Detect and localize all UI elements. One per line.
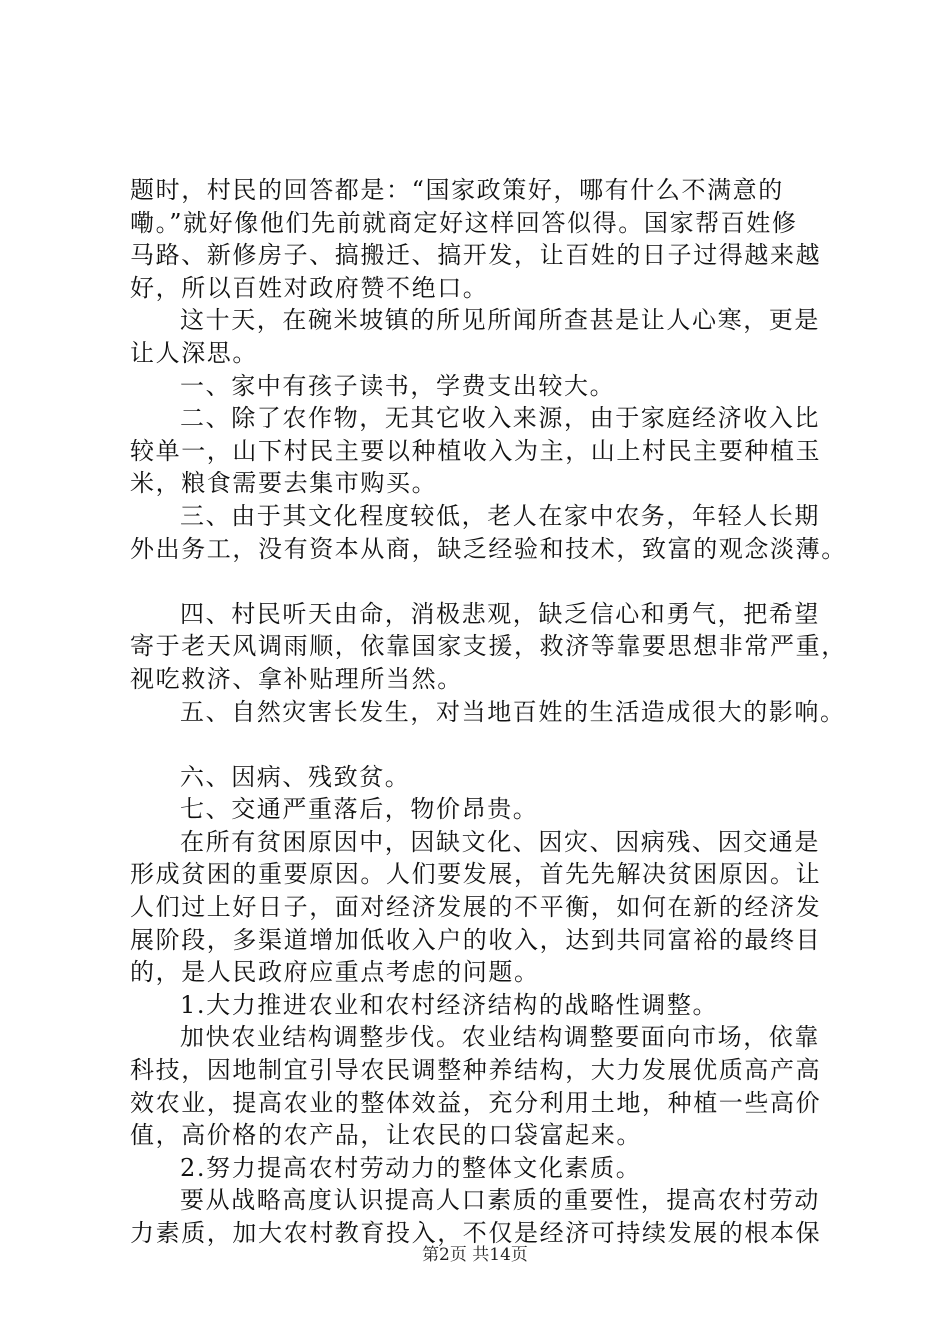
text-line: 的，是人民政府应重点考虑的问题。 <box>130 958 540 987</box>
text-line: 一、家中有孩子读书，学费支出较大。 <box>180 371 616 400</box>
text-line: 1.大力推进农业和农村经济结构的战略性调整。 <box>180 990 719 1019</box>
text-line: 外出务工，没有资本从商，缺乏经验和技术，致富的观念淡薄。 <box>130 534 847 563</box>
text-line: 视吃救济、拿补贴理所当然。 <box>130 664 463 693</box>
text-line: 嘞。”就好像他们先前就商定好这样回答似得。国家帮百姓修 <box>130 208 798 237</box>
text-line: 科技，因地制宜引导农民调整种养结构，大力发展优质高产高 <box>130 1056 822 1085</box>
text-line: 三、由于其文化程度较低，老人在家中农务，年轻人长期 <box>180 501 820 530</box>
text-line: 六、因病、残致贫。 <box>180 762 411 791</box>
text-line: 这十天，在碗米坡镇的所见所闻所查甚是让人心寒，更是 <box>180 306 820 335</box>
text-line: 七、交通严重落后，物价昂贵。 <box>180 795 539 824</box>
text-line: 形成贫困的重要原因。人们要发展，首先先解决贫困原因。让 <box>130 860 822 889</box>
text-line: 加快农业结构调整步伐。农业结构调整要面向市场，依靠 <box>180 1023 820 1052</box>
text-line: 要从战略高度认识提高人口素质的重要性，提高农村劳动 <box>180 1186 820 1215</box>
text-line: 五、自然灾害长发生，对当地百姓的生活造成很大的影响。 <box>180 697 846 726</box>
text-line: 马路、新修房子、搞搬迁、搞开发，让百姓的日子过得越来越 <box>130 241 822 270</box>
text-line: 寄于老天风调雨顺，依靠国家支援，救济等靠要思想非常严重， <box>130 632 847 661</box>
blank-line <box>130 728 842 761</box>
text-line: 效农业，提高农业的整体效益，充分利用土地，种植一些高价 <box>130 1088 822 1117</box>
text-line: 四、村民听天由命，消极悲观，缺乏信心和勇气，把希望 <box>180 599 820 628</box>
text-line: 二、除了农作物，无其它收入来源，由于家庭经济收入比 <box>180 404 820 433</box>
page-footer: 第2页 共14页 <box>422 1245 528 1265</box>
text-line: 人们过上好日子，面对经济发展的不平衡，如何在新的经济发 <box>130 893 822 922</box>
text-line: 让人深思。 <box>130 338 258 367</box>
text-line: 力素质，加大农村教育投入，不仅是经济可持续发展的根本保 <box>130 1219 822 1247</box>
text-line: 2.努力提高农村劳动力的整体文化素质。 <box>180 1153 642 1182</box>
blank-line <box>130 565 842 598</box>
text-line: 值，高价格的农产品，让农民的口袋富起来。 <box>130 1121 642 1150</box>
text-line: 好，所以百姓对政府赞不绝口。 <box>130 273 489 302</box>
text-line: 展阶段，多渠道增加低收入户的收入，达到共同富裕的最终目 <box>130 925 822 954</box>
document-body <box>130 174 847 1250</box>
text-line: 在所有贫困原因中，因缺文化、因灾、因病残、因交通是 <box>180 827 820 856</box>
text-line: 米，粮食需要去集市购买。 <box>130 469 438 498</box>
text-line: 较单一，山下村民主要以种植收入为主，山上村民主要种植玉 <box>130 436 822 465</box>
text-line: 题时，村民的回答都是：“国家政策好，哪有什么不满意的 <box>130 176 784 204</box>
